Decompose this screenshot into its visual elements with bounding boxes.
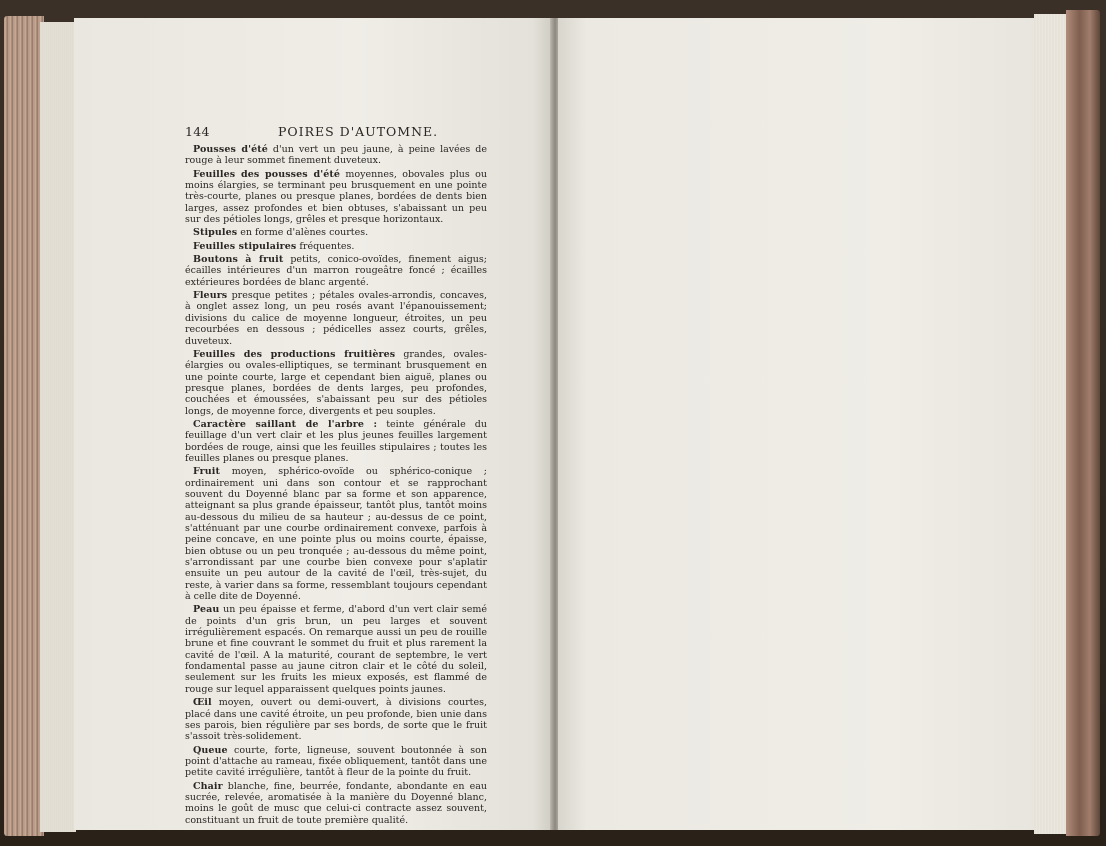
- paragraph-term: Chair: [193, 780, 223, 792]
- paragraph-feuilles-stipulaires: [185, 241, 487, 252]
- paragraph-peau: [185, 604, 487, 695]
- paragraph-term: Fruit: [193, 466, 220, 478]
- paragraph-term: Fleurs: [193, 290, 228, 302]
- paragraph-text: presque petites ; pétales ovales-arrondis, concaves, à onglet assez long, un peu rosés avant l'épanouissement; divisions du calice de moyenne longueur, étroites, un peu recourbées en dessous ; pédicelles assez courts, grêles, duveteux.: [185, 290, 487, 347]
- paragraph-text: un peu épaisse et ferme, d'abord d'un vert clair semé de points d'un gris brun, un peu larges et souvent irrégulièrement espacés. On remarque aussi un peu de rouille brune et fine couvrant le sommet du fruit et plus rarement la cavité de l'œil. A la maturité, courant de septembre, le vert fondamental passe au jaune citron clair et le côté du soleil, seulement sur les fruits les mieux exposés, est flammé de rouge sur lequel apparaissent quelques points jaunes.: [185, 604, 487, 695]
- paragraph-chair: [185, 781, 487, 826]
- paragraph-text: moyen, ouvert ou demi-ouvert, à divisions courtes, placé dans une cavité étroite, un peu profonde, bien unie dans ses parois, bien régulière par ses bords, de sorte que le fruit s'assoit très-solidement.: [185, 697, 487, 743]
- paragraph-text: grandes, ovales-élargies ou ovales-elliptiques, se terminant brusquement en une pointe courte, large et cependant bien aiguë, planes ou presque planes, bordées de dents larges, peu profondes, couchées et émoussées, s'abaissant peu sur des pétioles longs, de moyenne force, divergents et peu souples.: [185, 348, 487, 417]
- paragraph-caractere: [185, 419, 487, 464]
- paragraph-term: Queue: [193, 744, 228, 756]
- right-cover-edge: [1066, 10, 1100, 836]
- paragraph-fruit: [185, 466, 487, 602]
- page-number: 144: [185, 124, 210, 139]
- paragraph-queue: [185, 745, 487, 779]
- paragraph-text: moyennes, obovales plus ou moins élargies, se terminant peu brusquement en une pointe très-courte, planes ou presque planes, bordées de dents bien larges, assez profondes et bien obtuses, s'abaissant un peu sur des pétioles longs, grêles et presque horizontaux.: [185, 168, 487, 226]
- paragraph-term: Œil: [193, 697, 212, 709]
- paragraph-fleurs: [185, 290, 487, 347]
- left-page-text: [185, 124, 487, 828]
- paragraph-boutons: [185, 254, 487, 288]
- paragraph-text: blanche, fine, beurrée, fondante, abondante en eau sucrée, relevée, aromatisée à la manière du Doyenné blanc, moins le goût de musc que celui-ci contracte assez souvent, constituant un fruit de toute première qualité.: [185, 780, 487, 826]
- page-header: [185, 124, 487, 144]
- paragraph-text: teinte générale du feuillage d'un vert clair et les plus jeunes feuilles largement bordées de rouge, ainsi que les feuilles stipulaires ; toutes les feuilles planes ou presque planes.: [185, 418, 487, 464]
- left-page-edges: [40, 22, 76, 832]
- paragraph-term: Feuilles des pousses d'été: [193, 168, 341, 180]
- paragraph-text: en forme d'alènes courtes.: [237, 227, 369, 239]
- paragraph-text: moyen, sphérico-ovoïde ou sphérico-conique ; ordinairement uni dans son contour et se rapprochant souvent du Doyenné blanc par sa forme et son apparence, atteignant sa plus grande épaisseur, tantôt plus, tantôt moins au-dessous du milieu de sa hauteur ; au-dessus de ce point, s'atténuant par une courbe ordinairement convexe, parfois à peine concave, en une pointe plus ou moins courte, épaisse, bien obtuse ou un peu tronquée ; au-dessous du même point, s'arrondissant par une courbe bien convexe pour s'aplatir ensuite un peu autour de la cavité de l'œil, très-sujet, du reste, à varier dans sa forme, ressemblant toujours cependant à celle dite de Doyenné.: [185, 466, 487, 603]
- paragraph-text: d'un vert un peu jaune, à peine lavées de rouge à leur sommet finement duveteux.: [185, 144, 487, 167]
- paragraph-term: Feuilles des productions fruitières: [193, 348, 396, 360]
- paragraph-term: Boutons à fruit: [193, 254, 284, 266]
- left-cover-edge: [4, 16, 44, 836]
- paragraph-term: Pousses d'été: [193, 144, 268, 155]
- paragraph-oeil: [185, 697, 487, 742]
- paragraph-text: petits, conico-ovoïdes, finement aigus; écailles intérieures d'un marron rougeâtre foncé ; écailles extérieures bordées de blanc argenté.: [185, 254, 487, 288]
- paragraph-text: courte, forte, ligneuse, souvent boutonnée à son point d'attache au rameau, fixée obliquement, tantôt dans une petite cavité irrégulière, tantôt à fleur de la pointe du fruit.: [185, 744, 487, 779]
- paragraph-stipules: [185, 227, 487, 238]
- right-page-blank: [558, 18, 1036, 830]
- paragraph-text: fréquentes.: [296, 240, 355, 252]
- paragraph-term: Feuilles stipulaires: [193, 240, 297, 252]
- running-head: POIRES D'AUTOMNE.: [278, 124, 439, 139]
- paragraph-feuilles-productions: [185, 349, 487, 417]
- paragraph-term: Caractère saillant de l'arbre :: [193, 418, 378, 430]
- paragraph-term: Peau: [193, 604, 220, 616]
- paragraph-feuilles-pousses: [185, 169, 487, 226]
- paragraph-pousses: [185, 144, 487, 167]
- paragraph-term: Stipules: [193, 227, 238, 239]
